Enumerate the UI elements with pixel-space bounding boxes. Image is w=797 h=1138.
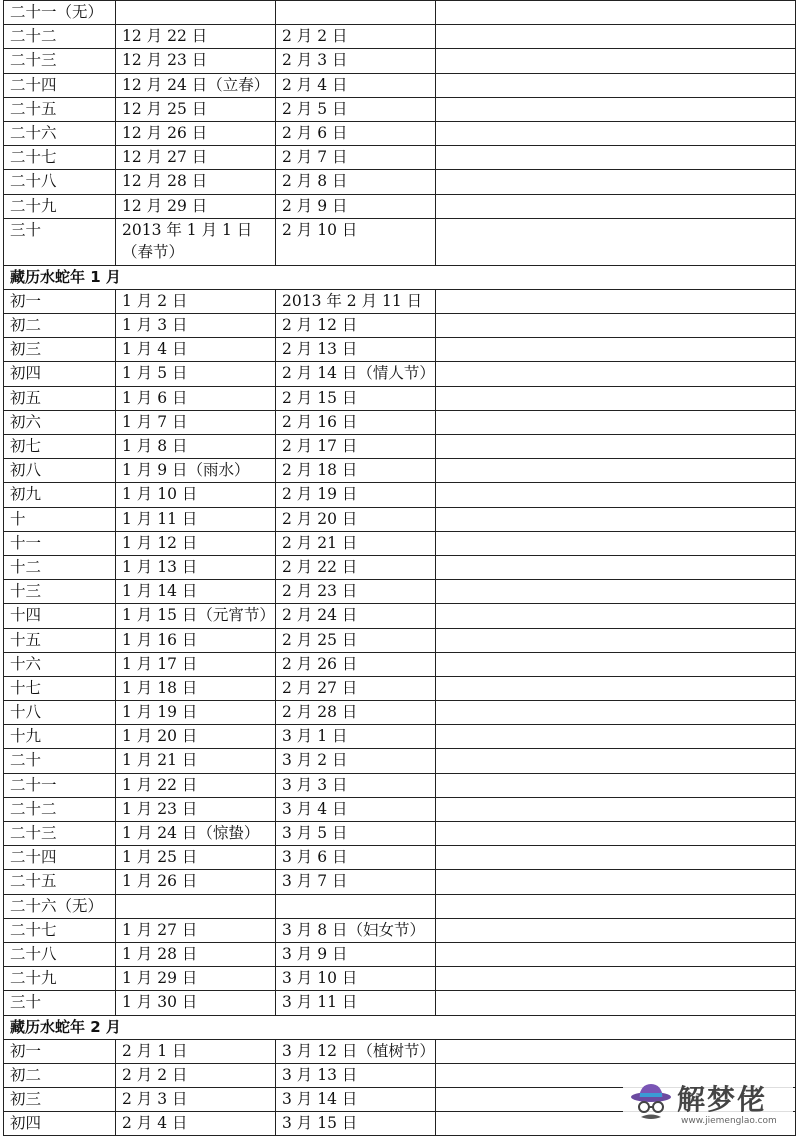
table-row — [4, 49, 796, 73]
cell-gregorian-date: 2 月 4 日 — [276, 73, 436, 97]
cell-tibetan-date: 1 月 26 日 — [116, 870, 276, 894]
cell-gregorian-date: 2 月 20 日 — [276, 507, 436, 531]
calendar-table-body — [4, 1, 796, 1136]
cell-tibetan-date: 1 月 4 日 — [116, 338, 276, 362]
cell-gregorian-date: 3 月 8 日（妇女节） — [276, 918, 436, 942]
cell-tibetan-date: 1 月 25 日 — [116, 846, 276, 870]
cell-gregorian-date — [276, 894, 436, 918]
cell-lunar-day: 初四 — [4, 1112, 116, 1136]
cell-lunar-day: 十八 — [4, 701, 116, 725]
cell-lunar-day: 初三 — [4, 338, 116, 362]
cell-lunar-day: 初九 — [4, 483, 116, 507]
table-row — [4, 483, 796, 507]
cell-lunar-day: 二十二 — [4, 25, 116, 49]
cell-lunar-day: 二十六 — [4, 121, 116, 145]
cell-gregorian-date: 2 月 18 日 — [276, 459, 436, 483]
cell-tibetan-date: 1 月 29 日 — [116, 967, 276, 991]
cell-notes — [436, 483, 796, 507]
cell-notes — [436, 725, 796, 749]
table-row — [4, 991, 796, 1015]
cell-gregorian-date: 2 月 27 日 — [276, 676, 436, 700]
cell-gregorian-date — [276, 1, 436, 25]
table-row — [4, 967, 796, 991]
table-row — [4, 580, 796, 604]
cell-notes — [436, 628, 796, 652]
cell-tibetan-date: 1 月 23 日 — [116, 797, 276, 821]
cell-lunar-day: 三十 — [4, 991, 116, 1015]
table-row — [4, 1, 796, 25]
cell-tibetan-date: 1 月 20 日 — [116, 725, 276, 749]
cell-gregorian-date: 2 月 9 日 — [276, 194, 436, 218]
cell-gregorian-date: 2 月 13 日 — [276, 338, 436, 362]
table-row — [4, 918, 796, 942]
calendar-table — [3, 0, 796, 1136]
cell-notes — [436, 386, 796, 410]
cell-notes — [436, 218, 796, 265]
table-row — [4, 97, 796, 121]
cell-tibetan-date: 1 月 27 日 — [116, 918, 276, 942]
table-row — [4, 25, 796, 49]
cell-gregorian-date: 2 月 16 日 — [276, 410, 436, 434]
cell-notes — [436, 749, 796, 773]
cell-lunar-day: 初二 — [4, 314, 116, 338]
cell-lunar-day: 十二 — [4, 555, 116, 579]
table-row — [4, 73, 796, 97]
cell-tibetan-date: 1 月 28 日 — [116, 942, 276, 966]
cell-notes — [436, 580, 796, 604]
cell-gregorian-date: 2013 年 2 月 11 日 — [276, 289, 436, 313]
cell-tibetan-date: 2013 年 1 月 1 日（春节） — [116, 218, 276, 265]
cell-notes — [436, 194, 796, 218]
cell-gregorian-date: 3 月 4 日 — [276, 797, 436, 821]
cell-tibetan-date: 12 月 26 日 — [116, 121, 276, 145]
cell-lunar-day: 初四 — [4, 362, 116, 386]
cell-notes — [436, 1039, 796, 1063]
cell-gregorian-date: 2 月 5 日 — [276, 97, 436, 121]
table-row — [4, 846, 796, 870]
cell-notes — [436, 701, 796, 725]
cell-notes — [436, 676, 796, 700]
table-row — [4, 435, 796, 459]
table-row — [4, 1039, 796, 1063]
detective-hat-icon — [627, 1080, 675, 1128]
cell-lunar-day: 十六 — [4, 652, 116, 676]
cell-notes — [436, 170, 796, 194]
cell-lunar-day: 十三 — [4, 580, 116, 604]
table-row — [4, 386, 796, 410]
cell-gregorian-date: 3 月 10 日 — [276, 967, 436, 991]
cell-tibetan-date: 12 月 25 日 — [116, 97, 276, 121]
table-row — [4, 749, 796, 773]
cell-tibetan-date: 2 月 1 日 — [116, 1039, 276, 1063]
table-row — [4, 170, 796, 194]
cell-notes — [436, 121, 796, 145]
cell-notes — [436, 362, 796, 386]
table-row — [4, 604, 796, 628]
cell-gregorian-date: 3 月 1 日 — [276, 725, 436, 749]
table-row — [4, 725, 796, 749]
cell-lunar-day: 初七 — [4, 435, 116, 459]
section-title: 藏历水蛇年 1 月 — [4, 265, 796, 289]
cell-gregorian-date: 3 月 13 日 — [276, 1063, 436, 1087]
cell-notes — [436, 918, 796, 942]
cell-gregorian-date: 3 月 6 日 — [276, 846, 436, 870]
cell-lunar-day: 二十九 — [4, 967, 116, 991]
cell-notes — [436, 97, 796, 121]
cell-gregorian-date: 2 月 19 日 — [276, 483, 436, 507]
cell-tibetan-date: 2 月 4 日 — [116, 1112, 276, 1136]
cell-notes — [436, 146, 796, 170]
cell-gregorian-date: 2 月 8 日 — [276, 170, 436, 194]
cell-lunar-day: 初一 — [4, 1039, 116, 1063]
table-row — [4, 362, 796, 386]
table-row — [4, 194, 796, 218]
cell-notes — [436, 604, 796, 628]
cell-tibetan-date: 1 月 9 日（雨水） — [116, 459, 276, 483]
table-row — [4, 942, 796, 966]
cell-lunar-day: 二十二 — [4, 797, 116, 821]
table-row — [4, 289, 796, 313]
cell-gregorian-date: 2 月 7 日 — [276, 146, 436, 170]
cell-notes — [436, 822, 796, 846]
table-row — [4, 121, 796, 145]
cell-notes — [436, 338, 796, 362]
cell-notes — [436, 314, 796, 338]
cell-tibetan-date: 12 月 29 日 — [116, 194, 276, 218]
cell-lunar-day: 二十五 — [4, 97, 116, 121]
cell-tibetan-date: 1 月 30 日 — [116, 991, 276, 1015]
cell-notes — [436, 555, 796, 579]
cell-tibetan-date: 1 月 13 日 — [116, 555, 276, 579]
cell-notes — [436, 459, 796, 483]
cell-tibetan-date: 1 月 2 日 — [116, 289, 276, 313]
cell-gregorian-date: 2 月 24 日 — [276, 604, 436, 628]
cell-lunar-day: 初八 — [4, 459, 116, 483]
cell-gregorian-date: 3 月 9 日 — [276, 942, 436, 966]
table-row — [4, 531, 796, 555]
cell-notes — [436, 49, 796, 73]
cell-notes — [436, 870, 796, 894]
table-row — [4, 338, 796, 362]
cell-gregorian-date: 2 月 22 日 — [276, 555, 436, 579]
table-row — [4, 894, 796, 918]
cell-lunar-day: 二十六（无） — [4, 894, 116, 918]
cell-lunar-day: 初五 — [4, 386, 116, 410]
cell-lunar-day: 十九 — [4, 725, 116, 749]
cell-lunar-day: 二十四 — [4, 846, 116, 870]
cell-tibetan-date: 1 月 14 日 — [116, 580, 276, 604]
cell-tibetan-date: 1 月 5 日 — [116, 362, 276, 386]
cell-tibetan-date: 1 月 8 日 — [116, 435, 276, 459]
cell-lunar-day: 二十九 — [4, 194, 116, 218]
cell-notes — [436, 967, 796, 991]
table-row — [4, 314, 796, 338]
cell-gregorian-date: 2 月 3 日 — [276, 49, 436, 73]
cell-lunar-day: 十一 — [4, 531, 116, 555]
cell-tibetan-date: 1 月 7 日 — [116, 410, 276, 434]
table-row — [4, 459, 796, 483]
table-row — [4, 410, 796, 434]
cell-tibetan-date: 1 月 22 日 — [116, 773, 276, 797]
cell-notes — [436, 652, 796, 676]
cell-gregorian-date: 2 月 15 日 — [276, 386, 436, 410]
cell-lunar-day: 二十四 — [4, 73, 116, 97]
cell-gregorian-date: 3 月 2 日 — [276, 749, 436, 773]
cell-notes — [436, 73, 796, 97]
section-title: 藏历水蛇年 2 月 — [4, 1015, 796, 1039]
cell-gregorian-date: 3 月 7 日 — [276, 870, 436, 894]
cell-gregorian-date: 3 月 15 日 — [276, 1112, 436, 1136]
cell-gregorian-date: 2 月 21 日 — [276, 531, 436, 555]
cell-tibetan-date: 1 月 16 日 — [116, 628, 276, 652]
cell-gregorian-date: 2 月 23 日 — [276, 580, 436, 604]
cell-notes — [436, 435, 796, 459]
cell-tibetan-date: 2 月 2 日 — [116, 1063, 276, 1087]
cell-notes — [436, 773, 796, 797]
cell-tibetan-date: 1 月 24 日（惊蛰） — [116, 822, 276, 846]
cell-tibetan-date: 12 月 22 日 — [116, 25, 276, 49]
document-page — [3, 0, 795, 1136]
table-row — [4, 628, 796, 652]
cell-lunar-day: 二十一（无） — [4, 1, 116, 25]
cell-tibetan-date: 1 月 10 日 — [116, 483, 276, 507]
cell-gregorian-date: 3 月 5 日 — [276, 822, 436, 846]
table-row — [4, 822, 796, 846]
cell-gregorian-date: 3 月 11 日 — [276, 991, 436, 1015]
cell-lunar-day: 初二 — [4, 1063, 116, 1087]
cell-gregorian-date: 2 月 17 日 — [276, 435, 436, 459]
table-row — [4, 218, 796, 265]
cell-notes — [436, 942, 796, 966]
cell-lunar-day: 二十七 — [4, 918, 116, 942]
cell-lunar-day: 二十八 — [4, 170, 116, 194]
cell-gregorian-date: 2 月 26 日 — [276, 652, 436, 676]
table-row — [4, 146, 796, 170]
cell-lunar-day: 初六 — [4, 410, 116, 434]
cell-notes — [436, 846, 796, 870]
cell-gregorian-date: 2 月 14 日（情人节） — [276, 362, 436, 386]
table-row — [4, 507, 796, 531]
cell-notes — [436, 25, 796, 49]
cell-notes — [436, 991, 796, 1015]
cell-lunar-day: 初一 — [4, 289, 116, 313]
cell-notes — [436, 797, 796, 821]
table-row — [4, 701, 796, 725]
cell-lunar-day: 二十八 — [4, 942, 116, 966]
cell-gregorian-date: 3 月 14 日 — [276, 1088, 436, 1112]
cell-lunar-day: 十 — [4, 507, 116, 531]
cell-tibetan-date: 1 月 18 日 — [116, 676, 276, 700]
cell-lunar-day: 十七 — [4, 676, 116, 700]
cell-tibetan-date: 12 月 23 日 — [116, 49, 276, 73]
cell-lunar-day: 初三 — [4, 1088, 116, 1112]
cell-lunar-day: 二十 — [4, 749, 116, 773]
table-row — [4, 870, 796, 894]
cell-notes — [436, 289, 796, 313]
cell-lunar-day: 二十一 — [4, 773, 116, 797]
table-row — [4, 676, 796, 700]
cell-gregorian-date: 2 月 10 日 — [276, 218, 436, 265]
cell-gregorian-date: 2 月 2 日 — [276, 25, 436, 49]
cell-notes — [436, 507, 796, 531]
cell-tibetan-date: 1 月 15 日（元宵节） — [116, 604, 276, 628]
cell-lunar-day: 二十五 — [4, 870, 116, 894]
cell-tibetan-date: 1 月 21 日 — [116, 749, 276, 773]
table-row — [4, 773, 796, 797]
watermark-brand: 解梦佬 — [677, 1083, 768, 1116]
cell-gregorian-date: 2 月 25 日 — [276, 628, 436, 652]
cell-lunar-day: 二十三 — [4, 49, 116, 73]
table-row — [4, 797, 796, 821]
cell-gregorian-date: 2 月 12 日 — [276, 314, 436, 338]
cell-tibetan-date: 2 月 3 日 — [116, 1088, 276, 1112]
section-header-row — [4, 265, 796, 289]
cell-lunar-day: 十四 — [4, 604, 116, 628]
cell-notes — [436, 531, 796, 555]
cell-tibetan-date: 1 月 11 日 — [116, 507, 276, 531]
cell-tibetan-date: 12 月 28 日 — [116, 170, 276, 194]
table-row — [4, 555, 796, 579]
cell-notes — [436, 410, 796, 434]
section-header-row — [4, 1015, 796, 1039]
watermark — [623, 1076, 793, 1134]
cell-tibetan-date: 1 月 17 日 — [116, 652, 276, 676]
cell-tibetan-date: 12 月 24 日（立春） — [116, 73, 276, 97]
cell-tibetan-date: 1 月 3 日 — [116, 314, 276, 338]
cell-gregorian-date: 2 月 6 日 — [276, 121, 436, 145]
cell-gregorian-date: 3 月 12 日（植树节） — [276, 1039, 436, 1063]
cell-tibetan-date: 1 月 19 日 — [116, 701, 276, 725]
cell-lunar-day: 二十三 — [4, 822, 116, 846]
table-row — [4, 652, 796, 676]
cell-gregorian-date: 3 月 3 日 — [276, 773, 436, 797]
cell-lunar-day: 三十 — [4, 218, 116, 265]
watermark-url: www.jiemenglao.com — [681, 1116, 777, 1126]
cell-lunar-day: 二十七 — [4, 146, 116, 170]
cell-gregorian-date: 2 月 28 日 — [276, 701, 436, 725]
cell-notes — [436, 1, 796, 25]
cell-lunar-day: 十五 — [4, 628, 116, 652]
cell-tibetan-date — [116, 894, 276, 918]
cell-tibetan-date — [116, 1, 276, 25]
cell-tibetan-date: 1 月 6 日 — [116, 386, 276, 410]
cell-tibetan-date: 12 月 27 日 — [116, 146, 276, 170]
cell-notes — [436, 894, 796, 918]
cell-tibetan-date: 1 月 12 日 — [116, 531, 276, 555]
